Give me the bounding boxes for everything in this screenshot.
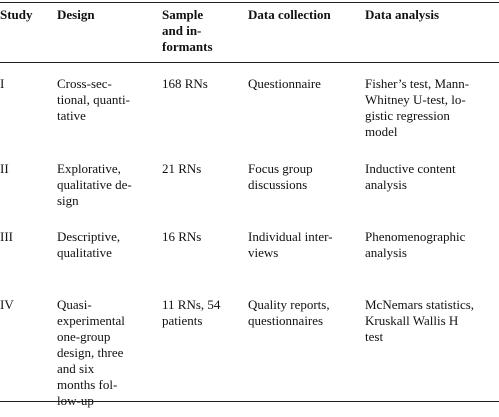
cell-study [0, 287, 57, 417]
cell-study [0, 219, 57, 287]
cell-text: Cross-sec- tional, quanti- tative [57, 76, 130, 123]
header-data-collection-label: Data collection [248, 7, 331, 22]
cell-text: Focus group discussions [248, 161, 313, 192]
header-sample [162, 3, 248, 66]
cell-sample [162, 287, 248, 417]
cell-text: 16 RNs [162, 229, 202, 244]
cell-text: IV [0, 297, 14, 312]
header-sample-label: Sample and in- formants [162, 7, 213, 54]
cell-text: McNemars statistics, Kruskall Wallis H test [365, 297, 475, 344]
cell-data-analysis [365, 151, 499, 219]
cell-data-analysis [365, 66, 499, 151]
cell-sample [162, 66, 248, 151]
cell-design [57, 151, 162, 219]
cell-text: Quasi- experimental one-group design, three and six months fol- low-up [57, 297, 125, 408]
cell-text: 11 RNs, 54 patients [162, 297, 221, 328]
cell-text: Explorative, qualitative de- sign [57, 161, 132, 208]
cell-data-collection [248, 219, 365, 287]
header-design-label: Design [57, 7, 95, 22]
cell-text: Quality reports, questionnaires [248, 297, 330, 328]
cell-text: Individual inter- views [248, 229, 333, 260]
cell-study [0, 151, 57, 219]
cell-design [57, 219, 162, 287]
table-header-row [0, 3, 499, 66]
header-data-analysis [365, 3, 499, 66]
header-study-label: Study [0, 7, 33, 22]
cell-text: Inductive content analysis [365, 161, 456, 192]
cell-data-collection [248, 66, 365, 151]
table-row [0, 287, 499, 417]
cell-text: 168 RNs [162, 76, 208, 91]
cell-study [0, 66, 57, 151]
cell-sample [162, 151, 248, 219]
cell-text: I [0, 76, 5, 91]
cell-data-collection [248, 287, 365, 417]
study-overview-table [0, 3, 499, 417]
cell-text: 21 RNs [162, 161, 202, 176]
cell-data-collection [248, 151, 365, 219]
cell-data-analysis [365, 219, 499, 287]
table-row [0, 219, 499, 287]
cell-text: Descriptive, qualitative [57, 229, 121, 260]
table-row [0, 151, 499, 219]
cell-text: II [0, 161, 9, 176]
cell-text: Fisher’s test, Mann- Whitney U-test, lo- gistic regression model [365, 76, 470, 139]
cell-design [57, 66, 162, 151]
table-row [0, 66, 499, 151]
header-data-analysis-label: Data analysis [365, 7, 440, 22]
cell-data-analysis [365, 287, 499, 417]
header-study [0, 3, 57, 66]
header-data-collection [248, 3, 365, 66]
cell-design [57, 287, 162, 417]
cell-text: III [0, 229, 13, 244]
cell-text: Questionnaire [248, 76, 321, 91]
header-design [57, 3, 162, 66]
cell-text: Phenomenographic analysis [365, 229, 466, 260]
cell-sample [162, 219, 248, 287]
